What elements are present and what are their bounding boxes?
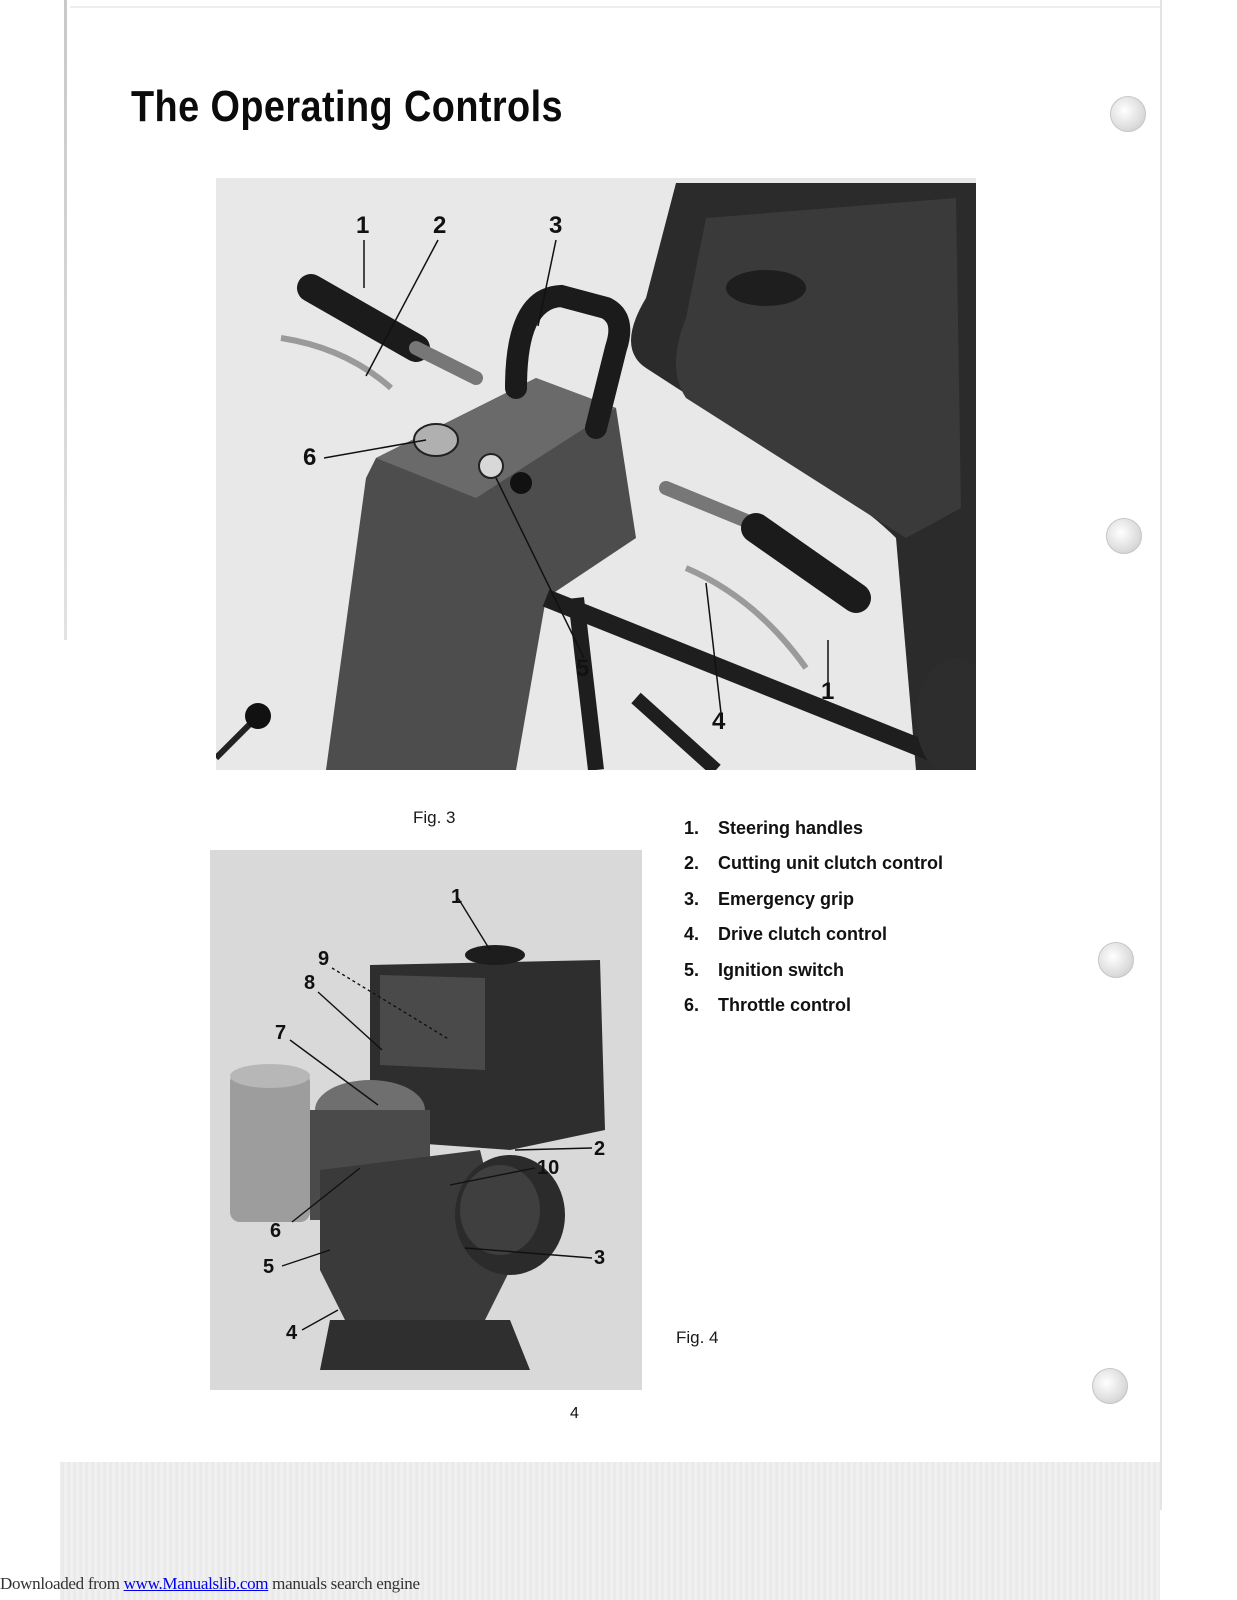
fig3-callout-3: 3 — [549, 212, 563, 239]
legend-item — [684, 889, 1004, 924]
legend-item-number: 3. — [684, 888, 700, 909]
legend-item — [684, 995, 1004, 1030]
fig3-callout-6: 6 — [303, 444, 317, 471]
scan-left-edge — [64, 0, 67, 640]
legend-item-label: Ignition switch — [718, 959, 844, 980]
binder-hole-4 — [1092, 1368, 1128, 1404]
fig3-callout-2: 2 — [433, 212, 447, 239]
figure-3-photo — [216, 178, 976, 770]
manualslib-link[interactable]: www.Manualslib.com — [123, 1574, 269, 1593]
fig4-callout-6: 6 — [270, 1220, 282, 1242]
binder-hole-2 — [1106, 518, 1142, 554]
legend-item — [684, 924, 1004, 959]
fig3-callout-4: 4 — [712, 708, 726, 735]
legend-item-label: Cutting unit clutch control — [718, 853, 943, 874]
fig4-callout-10: 10 — [537, 1157, 560, 1179]
figure-3-caption: Fig. 3 — [413, 808, 456, 827]
legend-item-number: 4. — [684, 924, 700, 945]
footer-suffix: manuals search engine — [272, 1574, 420, 1593]
fig3-callout-5: 5 — [576, 655, 590, 682]
figure-4-photo — [210, 850, 642, 1390]
binder-hole-3 — [1098, 942, 1134, 978]
fig4-callout-5: 5 — [263, 1256, 275, 1278]
legend-item-number: 6. — [684, 994, 700, 1015]
legend-item-label: Throttle control — [718, 994, 851, 1015]
legend-item-label: Emergency grip — [718, 888, 855, 909]
fig4-callout-1: 1 — [451, 886, 463, 908]
legend-item-number: 2. — [684, 853, 700, 874]
legend-item-number: 1. — [684, 818, 700, 838]
legend-item — [684, 818, 1004, 853]
fig4-callout-3: 3 — [594, 1247, 606, 1269]
controls-legend — [684, 818, 1004, 1030]
fig3-callout-1b: 1 — [821, 678, 835, 705]
figure-3-illustration — [216, 178, 976, 770]
page-title: The Operating Controls — [131, 82, 564, 131]
page-number: 4 — [570, 1405, 579, 1422]
fig4-callout-9: 9 — [318, 948, 330, 970]
figure-4-caption: Fig. 4 — [676, 1328, 719, 1347]
legend-item-label: Steering handles — [718, 818, 864, 838]
fig3-callout-1a: 1 — [356, 212, 370, 239]
legend-item — [684, 960, 1004, 995]
download-footer — [0, 1574, 420, 1594]
fig4-callout-7: 7 — [275, 1022, 287, 1044]
figure-4-illustration — [210, 850, 642, 1390]
legend-item-label: Drive clutch control — [718, 924, 888, 945]
scan-right-edge — [1160, 0, 1162, 1510]
binder-hole-1 — [1110, 96, 1146, 132]
fig4-callout-8: 8 — [304, 972, 316, 994]
scan-top-edge — [70, 6, 1160, 8]
fig4-callout-2: 2 — [594, 1138, 606, 1160]
fig4-callout-4: 4 — [286, 1322, 298, 1344]
legend-item-number: 5. — [684, 959, 700, 980]
legend-item — [684, 853, 1004, 888]
footer-prefix: Downloaded from — [0, 1574, 120, 1593]
